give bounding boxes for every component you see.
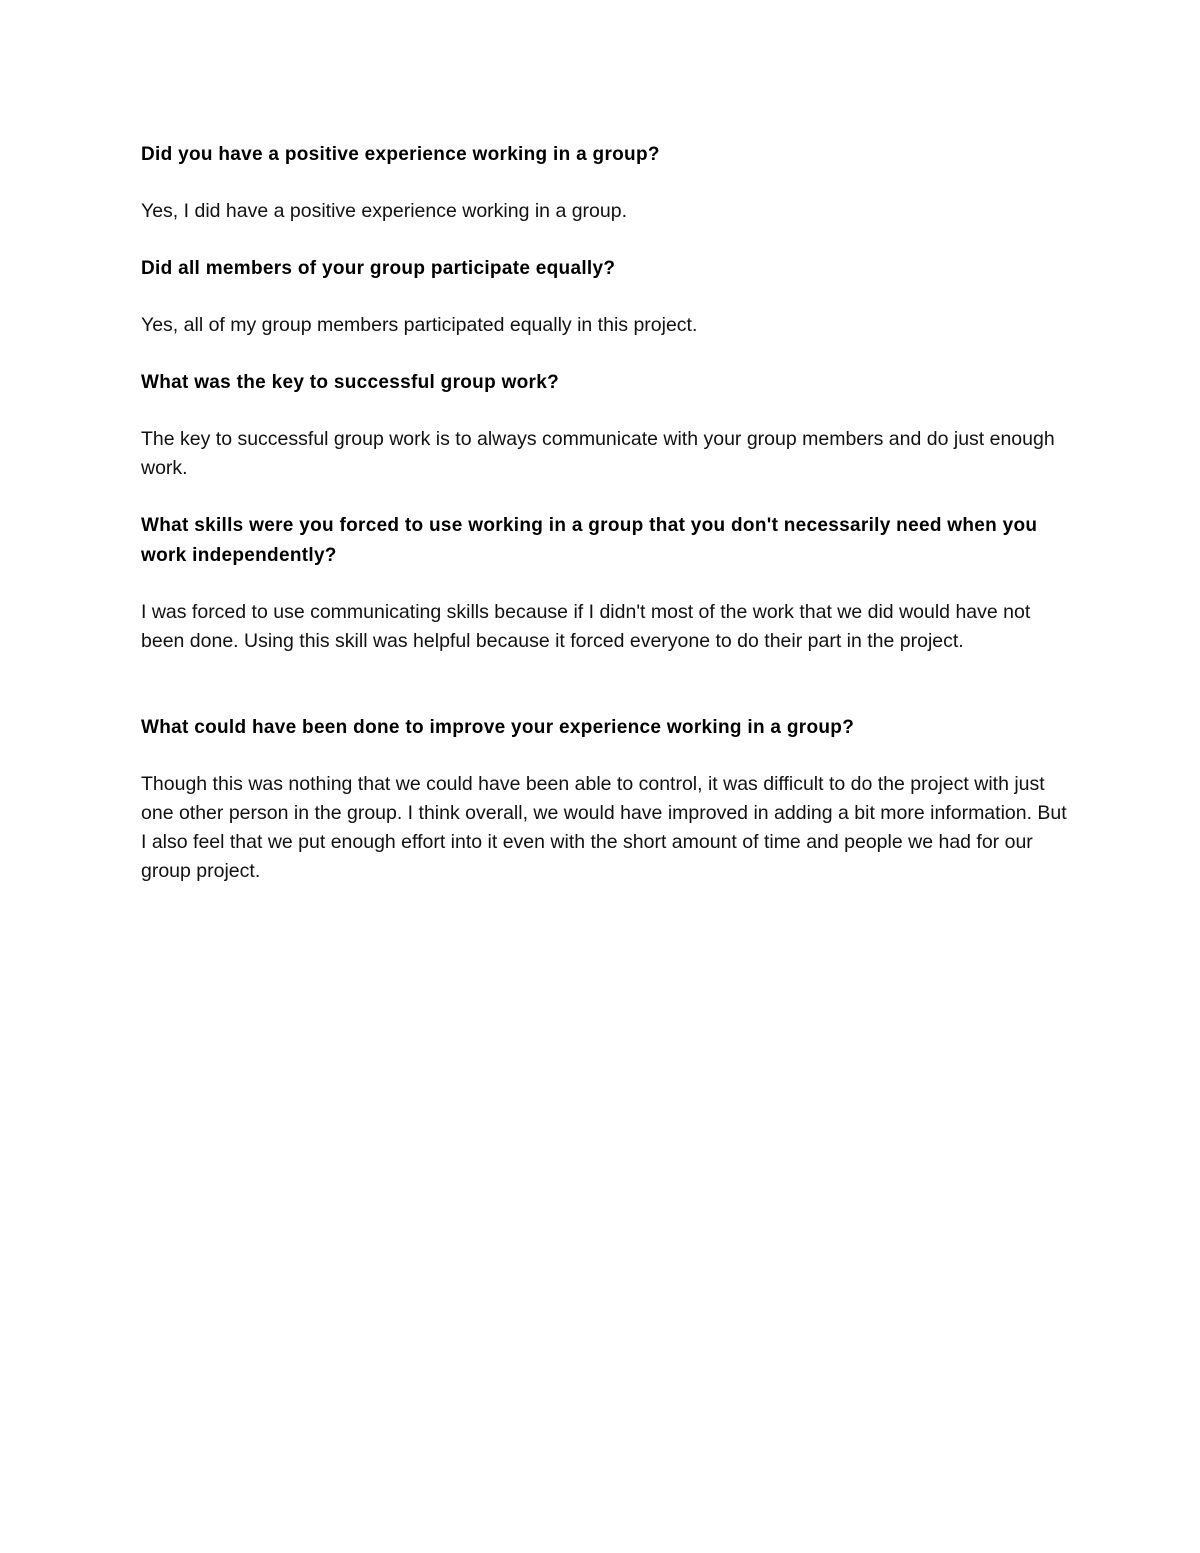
question-4: What skills were you forced to use working in a group that you don't necessarily need when you work independently?	[141, 515, 1038, 566]
answer-4: I was forced to use communicating skills because if I didn't most of the work that we did would have not been done. Using this skill was helpful because it forced everyone to do their part in the project.	[141, 601, 1031, 652]
answer-2: Yes, all of my group members participated equally in this project.	[141, 314, 698, 336]
answer-5: Though this was nothing that we could have been able to control, it was difficult to do the project with just one other person in the group. I think overall, we would have improved in adding a bit more information. But I also feel that we put enough effort into it even with the short amount of time and people we had for our group project.	[141, 773, 1067, 882]
answer-1: Yes, I did have a positive experience working in a group.	[141, 200, 627, 222]
question-3: What was the key to successful group work?	[141, 372, 560, 393]
document-body	[141, 140, 1071, 886]
question-2: Did all members of your group participate equally?	[141, 258, 616, 279]
question-1: Did you have a positive experience working in a group?	[141, 144, 660, 165]
answer-3: The key to successful group work is to always communicate with your group members and do just enough work.	[141, 428, 1055, 479]
question-5: What could have been done to improve your experience working in a group?	[141, 717, 855, 738]
